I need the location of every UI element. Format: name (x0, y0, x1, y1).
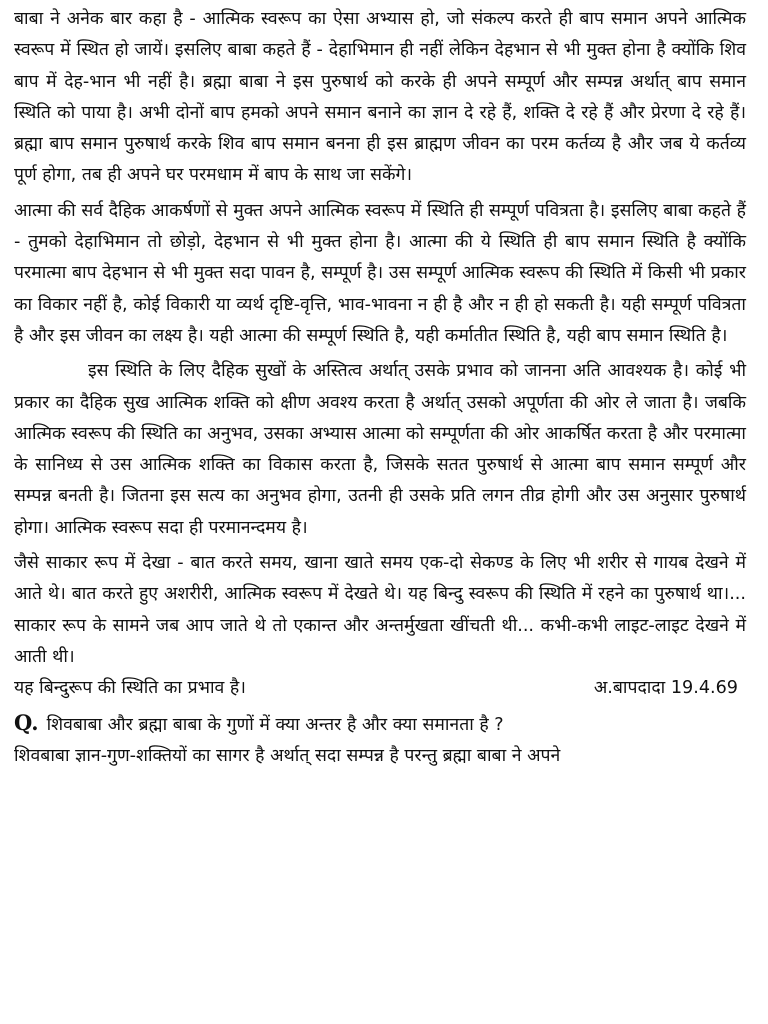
question (14, 707, 746, 741)
answer-start: शिवबाबा ज्ञान-गुण-शक्तियों का सागर है अर्थात् सदा सम्पन्न है परन्तु ब्रह्मा बाबा ने अपने (14, 745, 561, 766)
question-label: Q. (14, 709, 39, 735)
murli-reference: अ.बापदादा 19.4.69 (593, 678, 738, 699)
paragraph-baap-samaan-abhyas: बाबा ने अनेक बार कहा है - आत्मिक स्वरूप का ऐसा अभ्यास हो, जो संकल्प करते ही बाप समान अपने आत्मिक स्वरूप में स्थित हो जायें। इसलिए बाबा कहते हैं - देहाभिमान ही नहीं लेकिन देहभान से भी मुक्त होना है क्योंकि शिव बाप में देह-भान भी नहीं है। ब्रह्मा बाबा ने इस पुरुषार्थ को करके ही अपने सम्पूर्ण और सम्पन्न अर्थात् बाप समान स्थिति को पाया है। अभी दोनों बाप हमको अपने समान बनाने का ज्ञान दे रहे हैं, शक्ति दे रहे हैं और प्रेरणा दे रहे हैं। ब्रह्मा बाप समान पुरुषार्थ करके शिव बाप समान बनना ही इस ब्राह्मण जीवन का परम कर्तव्य है और जब ये कर्तव्य पूर्ण होगा, तब ही अपने घर परमधाम में बाप के साथ जा सकेंगे। (14, 9, 746, 186)
quote-last-line: यह बिन्दुरूप की स्थिति का प्रभाव है। (14, 678, 246, 699)
paragraph-daihik-sukh: इस स्थिति के लिए दैहिक सुखों के अस्तित्व अर्थात् उसके प्रभाव को जानना अति आवश्यक है। कोई भी प्रकार का दैहिक सुख आत्मिक शक्ति को क्षीण अवश्य करता है अर्थात् उसको अपूर्णता की ओर ले जाता है। जबकि आत्मिक स्वरूप की स्थिति का अनुभव, उसका अभ्यास आत्मा को सम्पूर्णता की ओर आकर्षित करता है और परमात्मा के सानिध्य से उस आत्मिक शक्ति का विकास करता है, जिसके सतत पुरुषार्थ से आत्मा बाप समान सम्पूर्ण और सम्पन्न बनती है। जितना इस सत्य का अनुभव होगा, उतनी ही उसके प्रति लगन तीव्र होगी और उस अनुसार पुरुषार्थ होगा। आत्मिक स्वरूप सदा ही परमानन्दमय है। (14, 361, 746, 538)
quote-block (14, 548, 746, 704)
paragraph-sampoorna-pavitrata: आत्मा की सर्व दैहिक आकर्षणों से मुक्त अपने आत्मिक स्वरूप में स्थिति ही सम्पूर्ण पवित्रता है। इसलिए बाबा कहते हैं - तुमको देहाभिमान तो छोड़ो, देहभान से भी मुक्त होना है। आत्मा की ये स्थिति ही बाप समान स्थिति है क्योंकि परमात्मा बाप देहभान से भी मुक्त सदा पावन है, सम्पूर्ण है। उस सम्पूर्ण आत्मिक स्वरूप की स्थिति में किसी भी प्रकार का विकार नहीं है, कोई विकारी या व्यर्थ दृष्टि-वृत्ति, भाव-भावना न ही है और न ही हो सकती है। यही सम्पूर्ण पवित्रता है और इस जीवन का लक्ष्य है। यही आत्मा की सम्पूर्ण स्थिति है, यही कर्मातीत स्थिति है, यही बाप समान स्थिति है। (14, 200, 746, 346)
quote-text: जैसे साकार रूप में देखा - बात करते समय, खाना खाते समय एक-दो सेकण्ड के लिए भी शरीर से गायब देखने में आते थे। बात करते हुए अशरीरी, आत्मिक स्वरूप में देखते थे। यह बिन्दु स्वरूप की स्थिति में रहने का पुरुषार्थ था।... साकार रूप के सामने जब आप जाते थे तो एकान्त और अन्तर्मुखता खींचती थी... कभी-कभी लाइट-लाइट देखने में आती थी। (14, 553, 746, 667)
question-text: शिवबाबा और ब्रह्मा बाबा के गुणों में क्या अन्तर है और क्या समानता है ? (46, 714, 504, 735)
quote-last-line-row (14, 673, 746, 704)
